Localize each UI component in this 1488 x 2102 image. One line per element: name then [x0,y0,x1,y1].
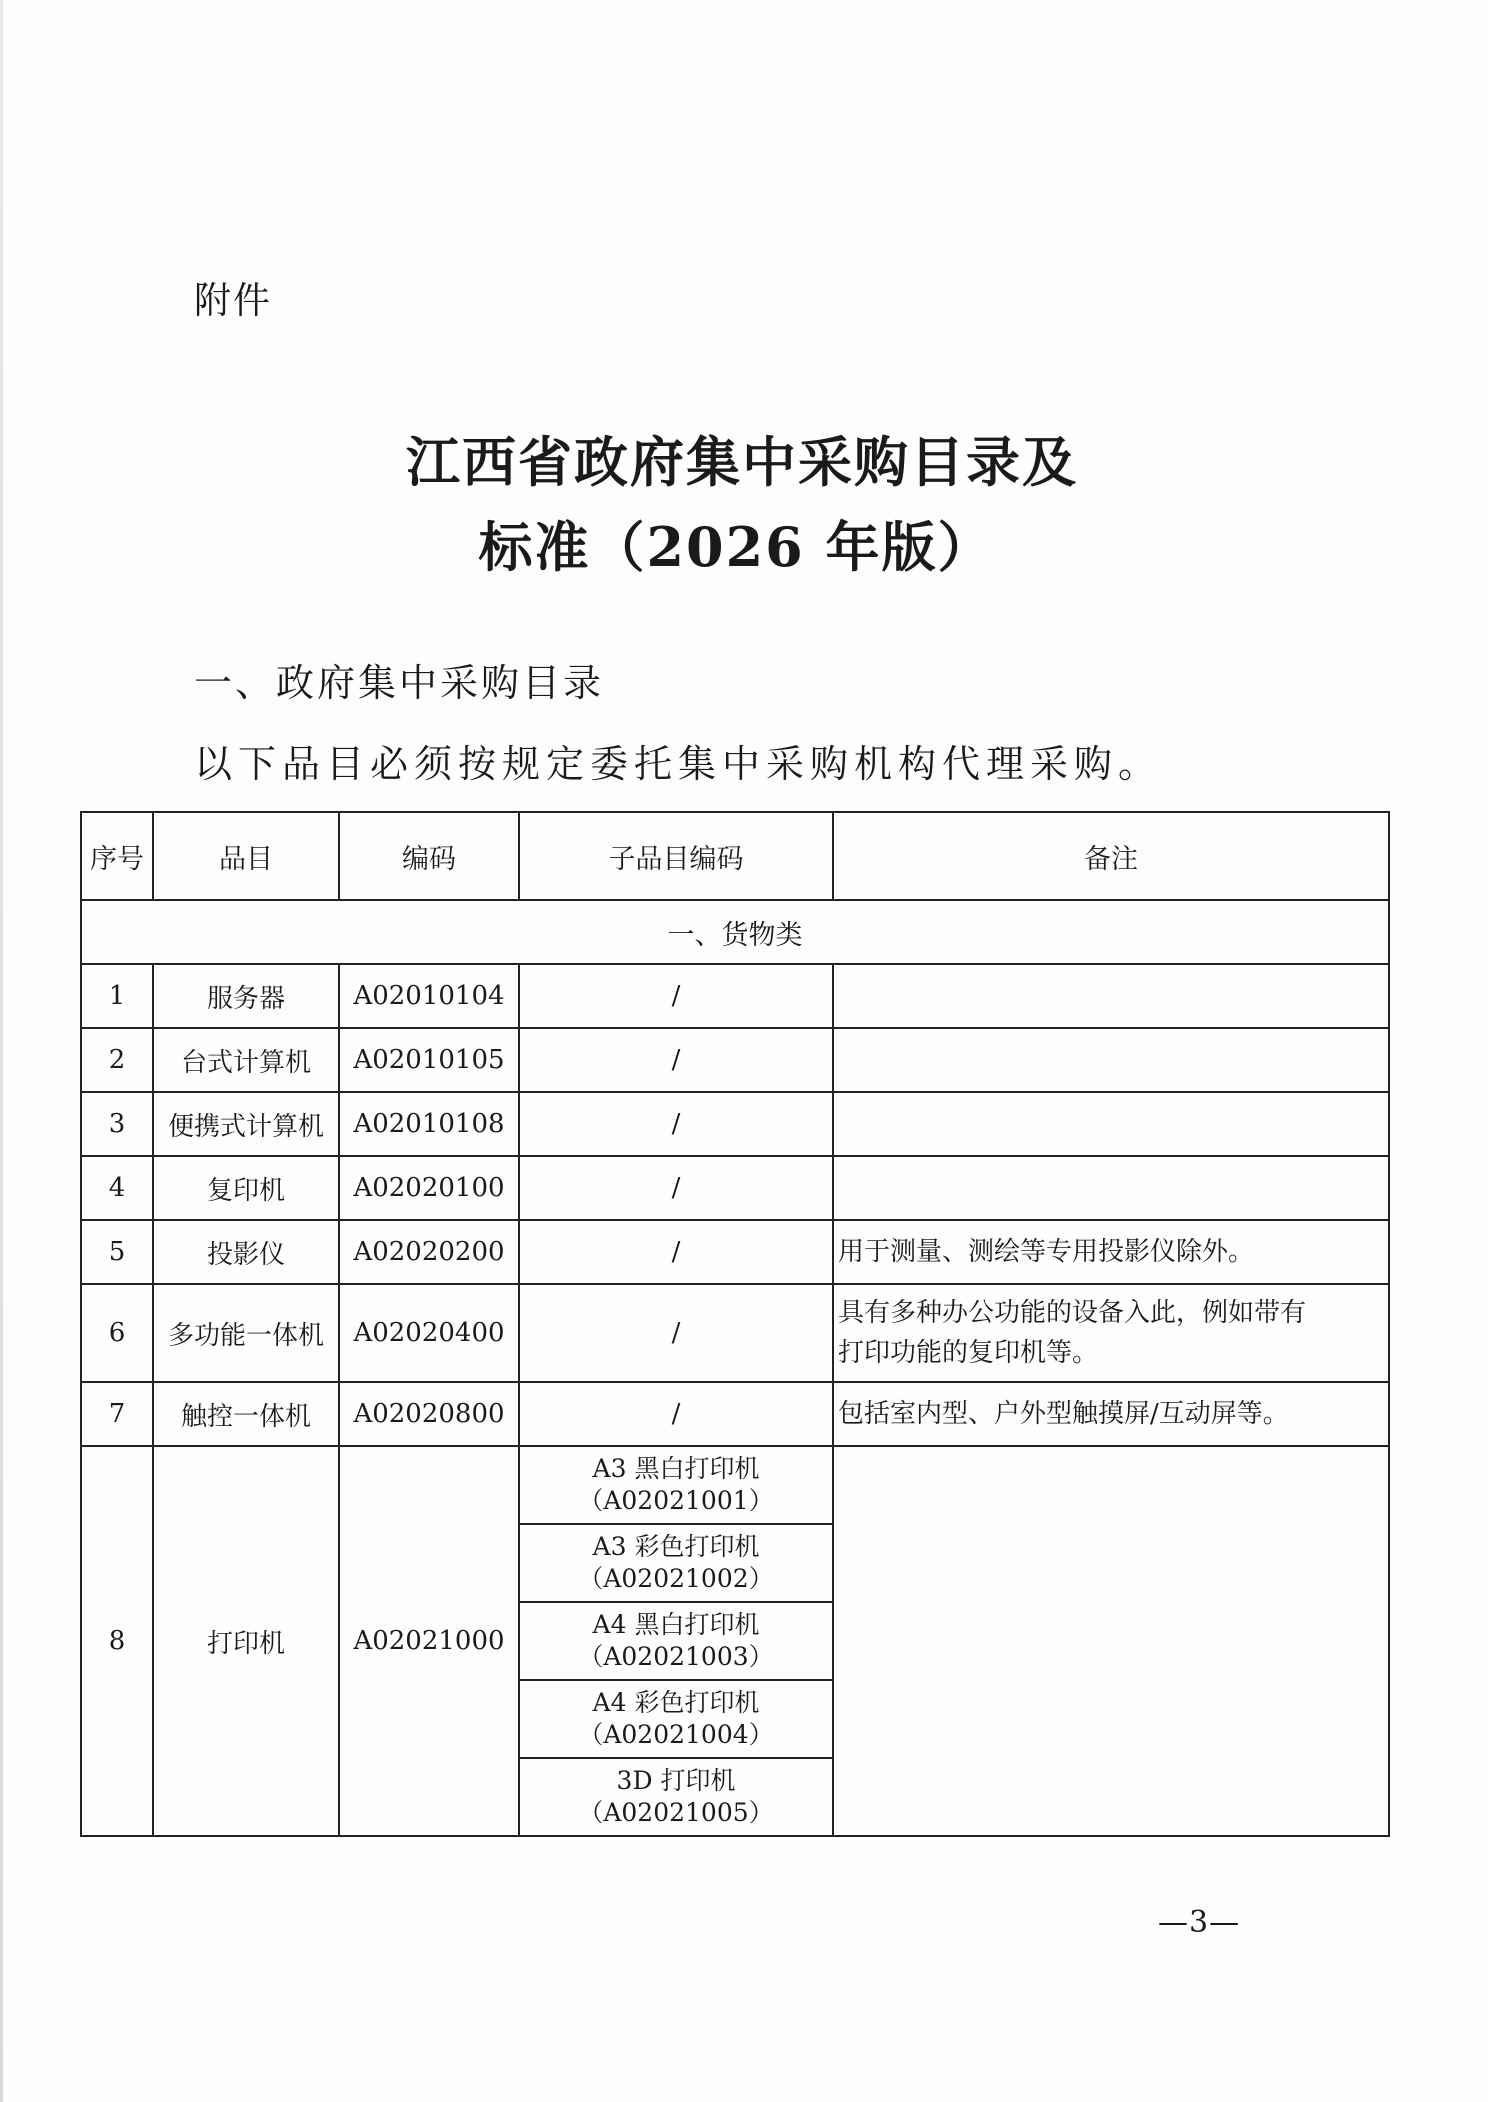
sub-item-cell [519,1446,833,1524]
sub-item-name: A3 黑白打印机 [592,1454,760,1483]
table-row [81,1220,1389,1284]
category-label: 一、货物类 [81,900,1389,964]
sub-item-code: （A02021005） [578,1798,774,1827]
row-code: A02010108 [339,1092,519,1156]
header-item: 品目 [153,812,339,900]
row-note: 包括室内型、户外型触摸屏/互动屏等。 [833,1382,1389,1446]
sub-item-name: A3 彩色打印机 [592,1532,760,1561]
row-item: 服务器 [153,964,339,1028]
row-code: A02010105 [339,1028,519,1092]
row-sub: / [519,1156,833,1220]
sub-item-code: （A02021001） [578,1486,774,1515]
row-note-line-1: 具有多种办公功能的设备入此，例如带有 [838,1298,1307,1328]
row-seq: 7 [81,1382,153,1446]
row-seq: 4 [81,1156,153,1220]
page-number: —3— [1158,1905,1241,1940]
row-code: A02020100 [339,1156,519,1220]
table-row-printer [81,1446,1389,1524]
row-seq: 2 [81,1028,153,1092]
row-seq: 5 [81,1220,153,1284]
row-code: A02020400 [339,1284,519,1382]
row-sub: / [519,1382,833,1446]
row-note-line-2: 打印功能的复印机等。 [838,1338,1099,1368]
attachment-label: 附件 [194,279,272,322]
row-seq: 6 [81,1284,153,1382]
table-row [81,1382,1389,1446]
row-code: A02020800 [339,1382,519,1446]
row-seq: 8 [81,1446,153,1836]
row-item: 触控一体机 [153,1382,339,1446]
table-row [81,1156,1389,1220]
sub-item-code: （A02021003） [578,1642,774,1671]
sub-item-name: 3D 打印机 [616,1766,736,1795]
header-note: 备注 [833,812,1389,900]
title-line-1: 江西省政府集中采购目录及 [406,430,1078,494]
row-note [833,1092,1389,1156]
row-item: 复印机 [153,1156,339,1220]
row-sub: / [519,1028,833,1092]
row-item: 多功能一体机 [153,1284,339,1382]
row-note [833,1284,1389,1382]
scan-edge [0,0,3,2102]
sub-item-cell [519,1524,833,1602]
row-code: A02021000 [339,1446,519,1836]
sub-item-name: A4 黑白打印机 [592,1610,760,1639]
row-code: A02010104 [339,964,519,1028]
row-sub: / [519,1092,833,1156]
row-sub: / [519,1220,833,1284]
row-code: A02020200 [339,1220,519,1284]
title-line-2: 标准（2026 年版） [478,515,994,579]
row-item: 投影仪 [153,1220,339,1284]
header-seq: 序号 [81,812,153,900]
sub-item-name: A4 彩色打印机 [592,1688,760,1717]
header-code: 编码 [339,812,519,900]
intro-paragraph: 以下品目必须按规定委托集中采购机构代理采购。 [194,742,1163,786]
sub-item-cell [519,1602,833,1680]
sub-item-code: （A02021002） [578,1564,774,1593]
table-row [81,1284,1389,1382]
procurement-catalog-table [80,811,1390,1837]
row-note [833,964,1389,1028]
section-heading: 一、政府集中采购目录 [194,661,605,705]
row-seq: 3 [81,1092,153,1156]
sub-item-cell [519,1680,833,1758]
category-row [81,900,1389,964]
sub-item-cell [519,1758,833,1836]
row-seq: 1 [81,964,153,1028]
table-header-row [81,812,1389,900]
sub-item-code: （A02021004） [578,1720,774,1749]
table-row [81,1028,1389,1092]
row-note [833,1446,1389,1836]
row-sub: / [519,964,833,1028]
row-item: 台式计算机 [153,1028,339,1092]
row-note [833,1156,1389,1220]
table-row [81,964,1389,1028]
row-note: 用于测量、测绘等专用投影仪除外。 [833,1220,1389,1284]
row-sub: / [519,1284,833,1382]
row-note [833,1028,1389,1092]
row-item: 便携式计算机 [153,1092,339,1156]
row-item: 打印机 [153,1446,339,1836]
table-row [81,1092,1389,1156]
header-sub-code: 子品目编码 [519,812,833,900]
